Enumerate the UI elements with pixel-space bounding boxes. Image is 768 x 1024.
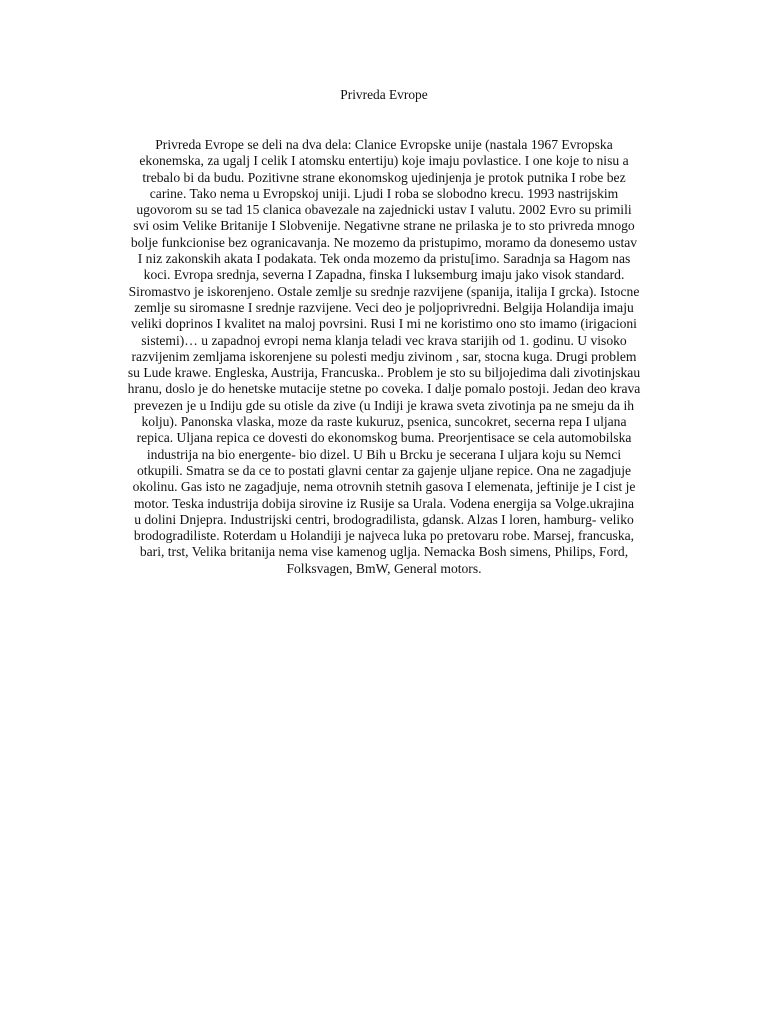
body-line: su Lude krawe. Engleska, Austrija, Francuska.. Problem je sto su biljojedima dali zivotinjskau: [127, 365, 641, 381]
body-line: brodogradiliste. Roterdam u Holandiji je najveca luka po pretovaru robe. Marsej, francuska,: [133, 528, 635, 544]
body-line: bari, trst, Velika britanija nema vise kamenog uglja. Nemacka Bosh simens, Philips, Ford,: [139, 544, 629, 560]
body-line: Privreda Evrope se deli na dva dela: Clanice Evropske unije (nastala 1967 Evropska: [155, 137, 613, 152]
body-line: razvijenim zemljama iskorenjene su polesti medju zivinom , sar, stocna kuga. Drugi problem: [131, 348, 637, 364]
body-line: zemlje su siromasne I srednje razvijene. Veci deo je poljoprivredni. Belgija Holandija imaju: [134, 299, 634, 315]
body-line: trebalo bi da budu. Pozitivne strane ekonomskog ujedinjenja je protok putnika I robe bez: [142, 169, 626, 185]
document-title: Privreda Evrope: [340, 87, 428, 102]
body-line: u dolini Dnjepra. Industrijski centri, brodogradilista, gdansk. Alzas I loren, hamburg- veliko: [134, 511, 634, 527]
body-line: I niz zakonskih akata I podakata. Tek onda mozemo da pristu[imo. Saradnja sa Hagom nas: [137, 251, 631, 267]
body-line: prevezen je u Indiju gde su otisle da zive (u Indiji je krawa sveta zivotinja pa ne smeju da ih: [133, 397, 635, 413]
body-line: industrija na bio energente- bio dizel. U Bih u Brcku je secerana I uljara koju su Nemci: [146, 446, 622, 462]
body-line: motor. Teska industrija dobija sirovine iz Rusije sa Urala. Vodena energija sa Volge.ukrajina: [133, 495, 635, 511]
body-line: hranu, doslo je do henetske mutacije stetne po coveka. I dalje pomalo postoji. Jedan deo krava: [127, 381, 641, 397]
body-line: otkupili. Smatra se da ce to postati glavni centar za gajenje uljane repice. Ona ne zagadjuje: [136, 462, 632, 478]
body-line: koci. Evropa srednja, severna I Zapadna, finska I luksemburg imaju jako visok standard.: [143, 267, 625, 283]
body-line: bolje funkcionise bez ogranicavanja. Ne mozemo da pristupimo, moramo da donesemo ustav: [130, 234, 638, 250]
body-line: ugovorom su se tad 15 clanica obavezale na zajednicki ustav I valutu. 2002 Evro su primili: [136, 202, 632, 218]
body-line: carine. Tako nema u Evropskoj uniji. Ljudi I roba se slobodno krecu. 1993 nastrijskim: [149, 185, 619, 201]
body-line: ekonemska, za ugalj I celik I atomsku entertiju) koje imaju povlastice. I one koje to nisu a: [139, 153, 629, 169]
body-line: repica. Uljana repica ce dovesti do ekonomskog buma. Preorjentisace se cela automobilska: [136, 430, 632, 446]
body-line: svi osim Velike Britanije I Slobvenije. Negativne strane ne prilaska je to sto privreda mnogo: [133, 218, 635, 234]
body-line: sistemi)… u zapadnoj evropi nema klanja teladi vec krava starijih od 1. godinu. U visoko: [141, 332, 627, 348]
document-body: [88, 137, 680, 577]
body-line: Siromastvo je iskorenjeno. Ostale zemlje su srednje razvijene (spanija, italija I grcka). Istocne: [128, 283, 640, 299]
body-line: veliki doprinos I kvalitet na maloj povrsini. Rusi I mi ne koristimo ono sto imamo (irigacioni: [131, 316, 637, 332]
body-line: okolinu. Gas isto ne zagadjuje, nema otrovnih stetnih gasova I elemenata, jeftinije je I cist je: [132, 479, 636, 495]
body-line: Folksvagen, BmW, General motors.: [286, 560, 482, 576]
body-line: kolju). Panonska vlaska, moze da raste kukuruz, psenica, suncokret, secerna repa I uljana: [141, 414, 627, 430]
